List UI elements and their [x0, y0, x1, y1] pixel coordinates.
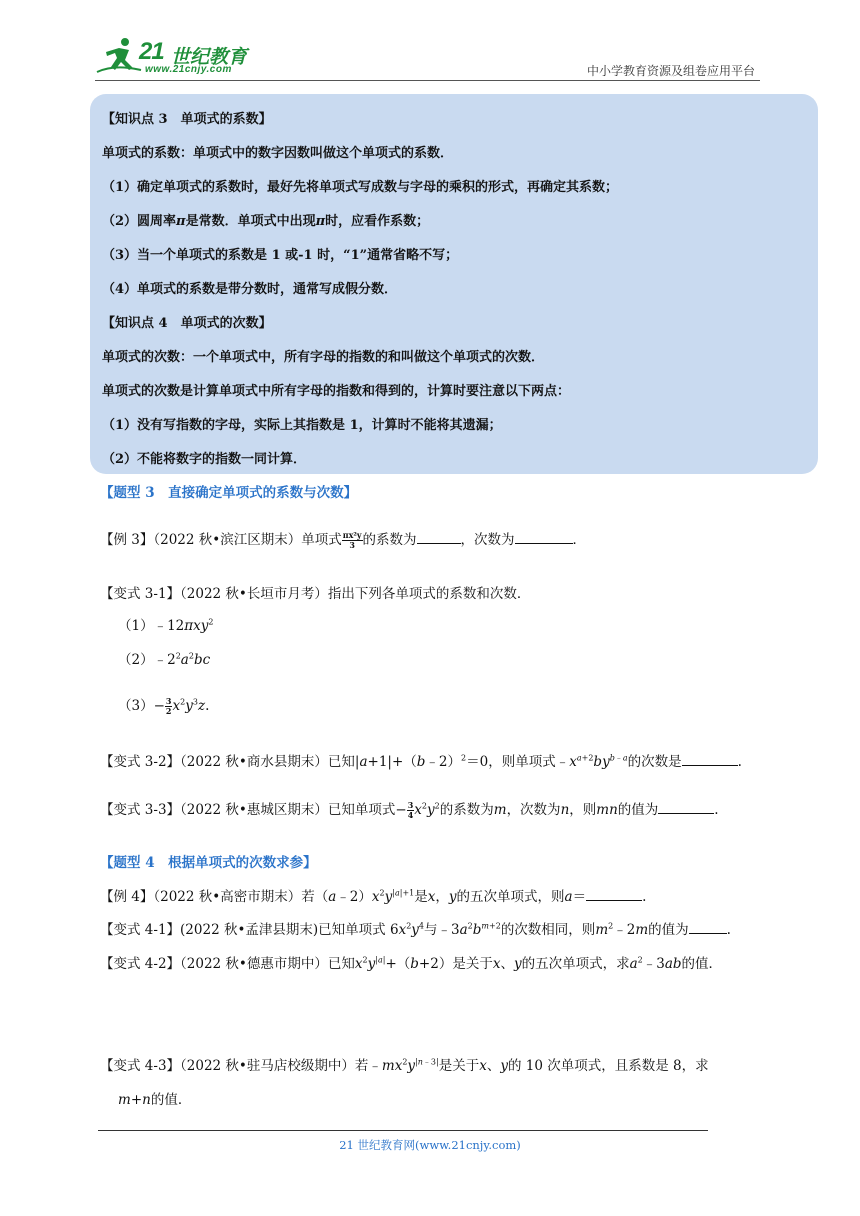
variant-3-1-item-2: $(2)﹣2^2a^2bc$: [118, 651, 211, 668]
pi-symbol: π: [315, 214, 326, 229]
logo-number: 21: [139, 38, 164, 65]
answer-blank[interactable]: [689, 921, 727, 934]
variant-3-1-item-3: （3）− $\frac{3}{2}$ $x^2y^3z$.: [118, 696, 210, 716]
kp4-title: 【知识点 4 单项式的次数】: [102, 316, 272, 331]
example-4: 【例 4】（2022 秋•高密市期末）若$(a﹣2)x^2y^{|a|+1}$是x，y的五次单项式，则a＝ .: [100, 888, 647, 905]
logo: [95, 36, 265, 78]
type4-title: 【题型 4 根据单项式的次数求参】: [100, 855, 317, 871]
header-divider: [95, 80, 760, 81]
fraction: $\frac{\text{πx²y}}{3}$: [342, 530, 362, 550]
variant-4-3-cont: m+n的值．: [118, 1092, 192, 1108]
answer-blank[interactable]: [586, 888, 642, 901]
kp3-title: 【知识点 3 单项式的系数】: [102, 112, 272, 127]
running-figure-icon: [95, 36, 143, 76]
fraction: $\frac{3}{4}$: [407, 800, 414, 820]
answer-blank[interactable]: [658, 801, 714, 814]
logo-url: www.21cnjy.com: [145, 64, 232, 75]
kp3-point-1: （1）确定单项式的系数时，最好先将单项式写成数与字母的乘积的形式，再确定其系数；: [102, 180, 619, 195]
pi-symbol: π: [176, 214, 186, 229]
kp3-definition: 单项式的系数：单项式中的数字因数叫做这个单项式的系数．: [102, 146, 454, 161]
kp3-point-3: （3）当一个单项式的系数是 1 或-1 时，“1”通常省略不写；: [102, 248, 459, 263]
variant-4-2: 【变式 4-2】（2022 秋•德惠市期中）已知$x^2y^{|a|}+(b+2)$是关于x、y的五次单项式，求$a^2﹣3ab$的值．: [100, 955, 723, 972]
type3-title: 【题型 3 直接确定单项式的系数与次数】: [100, 485, 358, 501]
kp3-point-2: （2）圆周率π是常数．单项式中出现π时，应看作系数；: [102, 214, 430, 229]
variant-4-3: 【变式 4-3】（2022 秋•驻马店校级期中）若$﹣mx^2y^{|n﹣3|}$是关于x、y的 10 次单项式，且系数是 8，求: [100, 1057, 709, 1074]
example-3: 【例 3】（2022 秋•滨江区期末）单项式 $\frac{\text{πx²y}}{3}$ 的系数为 ，次数为 ．: [100, 530, 587, 550]
kp4-note: 单项式的次数是计算单项式中所有字母的指数和得到的，计算时要注意以下两点：: [102, 384, 571, 399]
knowledge-box: [90, 94, 818, 474]
kp4-point-1: （1）没有写指数的字母，实际上其指数是 1，计算时不能将其遗漏；: [102, 418, 502, 433]
variant-3-2: 【变式 3-2】（2022 秋•商水县期末）已知|a+1|+（b﹣2）$^2$＝0，则单项式$﹣x^{a+2}by^{b﹣a}$的次数是 .: [100, 753, 742, 770]
kp3-point-4: （4）单项式的系数是带分数时，通常写成假分数．: [102, 282, 398, 297]
variant-3-1: 【变式 3-1】（2022 秋•长垣市月考）指出下列各单项式的系数和次数．: [100, 586, 531, 602]
variant-3-1-item-1: （1）﹣12πxy$^2$: [118, 617, 214, 634]
answer-blank[interactable]: [417, 531, 461, 544]
kp4-point-2: （2）不能将数字的指数一同计算．: [102, 452, 307, 467]
answer-blank[interactable]: [682, 753, 738, 766]
platform-name: 中小学教育资源及组卷应用平台: [586, 64, 755, 78]
variant-4-1: 【变式 4-1】(2022 秋•孟津县期末)已知单项式 $6x^2y^4$与$﹣3a^2b^{m+2}$的次数相同，则$m^2﹣2m$的值为 .: [100, 921, 731, 938]
kp4-definition: 单项式的次数：一个单项式中，所有字母的指数的和叫做这个单项式的次数．: [102, 350, 545, 365]
variant-3-3: 【变式 3-3】（2022 秋•惠城区期末）已知单项式− $\frac{3}{4}$ $x^2y^2$的系数为m，次数为n，则mn的值为 .: [100, 800, 719, 820]
answer-blank[interactable]: [515, 531, 573, 544]
fraction: $\frac{3}{2}$: [165, 696, 172, 716]
footer-text: 21 世纪教育网(www.21cnjy.com): [339, 1138, 521, 1152]
logo-text: 世纪教育: [171, 46, 248, 68]
footer-divider: [98, 1130, 708, 1131]
